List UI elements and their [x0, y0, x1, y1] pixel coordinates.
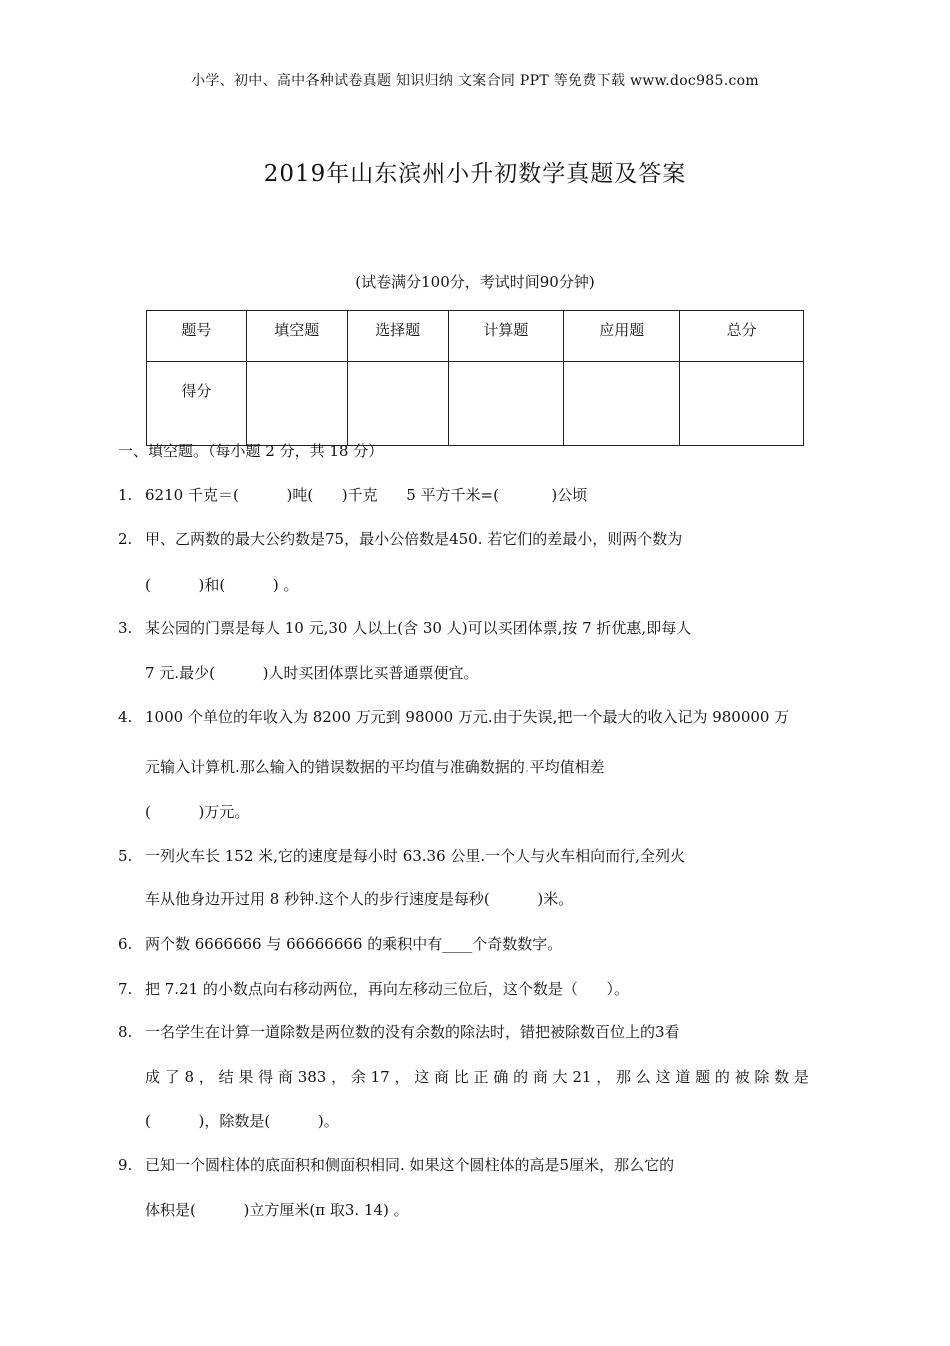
question-number: 8.	[118, 1023, 133, 1041]
table-header-cell: 总分	[680, 311, 804, 362]
question-text: 甲、乙两数的最大公约数是75，最小公倍数是450. 若它们的差最小，则两个数为	[145, 530, 683, 548]
question-4-continued	[145, 756, 605, 777]
table-header-cell: 选择题	[347, 311, 448, 362]
question-8	[118, 1021, 680, 1042]
question-text: 一列火车长 152 米,它的速度是每小时 63.36 公里.一个人与火车相向而行,全列火	[145, 847, 685, 865]
question-8-continued: 成 了 8 ， 结 果 得 商 383 ， 余 17 ， 这 商 比 正 确 的 商 大 21 ， 那 么 这 道 题 的 被 除 数 是	[145, 1068, 809, 1086]
table-header-cell: 题号	[147, 311, 247, 362]
question-4	[118, 706, 789, 727]
score-cell	[246, 362, 347, 446]
question-text: 平均值相差	[529, 758, 605, 776]
question-text: 把 7.21 的小数点向右移动两位，再向左移动三位后，这个数是（ ）。	[145, 980, 630, 998]
stray-mark: .	[524, 758, 530, 776]
score-table	[146, 310, 804, 446]
question-3-continued: 7 元.最少( )人时买团体票比买普通票便宜。	[145, 664, 479, 682]
header-banner: 小学、初中、高中各种试卷真题 知识归纳 文案合同 PPT 等免费下载 www.doc985.com	[191, 73, 759, 89]
score-cell	[564, 362, 680, 446]
question-9	[118, 1154, 674, 1175]
score-table-score-row	[147, 362, 804, 446]
question-text: 一名学生在计算一道除数是两位数的没有余数的除法时，错把被除数百位上的3看	[145, 1023, 680, 1041]
score-cell	[680, 362, 804, 446]
table-header-cell: 计算题	[448, 311, 564, 362]
score-cell	[448, 362, 564, 446]
question-number: 5.	[118, 847, 133, 865]
question-9-continued: 体积是( )立方厘米(π 取3. 14) 。	[145, 1201, 409, 1219]
question-text: 两个数 6666666 与 66666666 的乘积中有____个奇数数字。	[145, 935, 563, 953]
question-7	[118, 978, 629, 999]
question-number: 2.	[118, 530, 133, 548]
page-title: 2019年山东滨州小升初数学真题及答案	[263, 161, 687, 187]
score-cell	[347, 362, 448, 446]
question-text: 6210 千克＝( )吨( )千克 5 平方千米=( )公顷	[145, 486, 588, 504]
question-6	[118, 933, 562, 954]
question-number: 3.	[118, 619, 133, 637]
question-number: 9.	[118, 1156, 133, 1174]
question-1	[118, 484, 587, 505]
question-5	[118, 845, 685, 866]
table-header-cell: 填空题	[246, 311, 347, 362]
question-text: 1000 个单位的年收入为 8200 万元到 98000 万元.由于失误,把一个最大的收入记为 980000 万	[145, 708, 790, 726]
score-row-label: 得分	[147, 362, 247, 446]
question-text: 元输入计算机.那么输入的错误数据的平均值与准确数据的	[145, 758, 525, 776]
question-2-continued: ( )和( ) 。	[145, 576, 299, 594]
question-text: 某公园的门票是每人 10 元,30 人以上(含 30 人)可以买团体票,按 7 折优惠,即每人	[145, 619, 692, 637]
question-2	[118, 528, 682, 549]
question-4-answer-line: ( )万元。	[145, 803, 250, 821]
section-heading: 一、填空题。（每小题 2 分，共 18 分）	[118, 442, 384, 460]
score-table-header-row	[147, 311, 804, 362]
question-5-continued: 车从他身边开过用 8 秒钟.这个人的步行速度是每秒( )米。	[145, 890, 574, 908]
question-text: 已知一个圆柱体的底面积和侧面积相同. 如果这个圆柱体的高是5厘米，那么它的	[145, 1156, 675, 1174]
question-number: 4.	[118, 708, 133, 726]
question-3	[118, 617, 691, 638]
exam-info: (试卷满分100分，考试时间90分钟)	[355, 273, 595, 291]
question-8-answer-line: ( )，除数是( )。	[145, 1112, 339, 1130]
question-number: 1.	[118, 486, 133, 504]
question-number: 6.	[118, 935, 133, 953]
question-number: 7.	[118, 980, 133, 998]
table-header-cell: 应用题	[564, 311, 680, 362]
